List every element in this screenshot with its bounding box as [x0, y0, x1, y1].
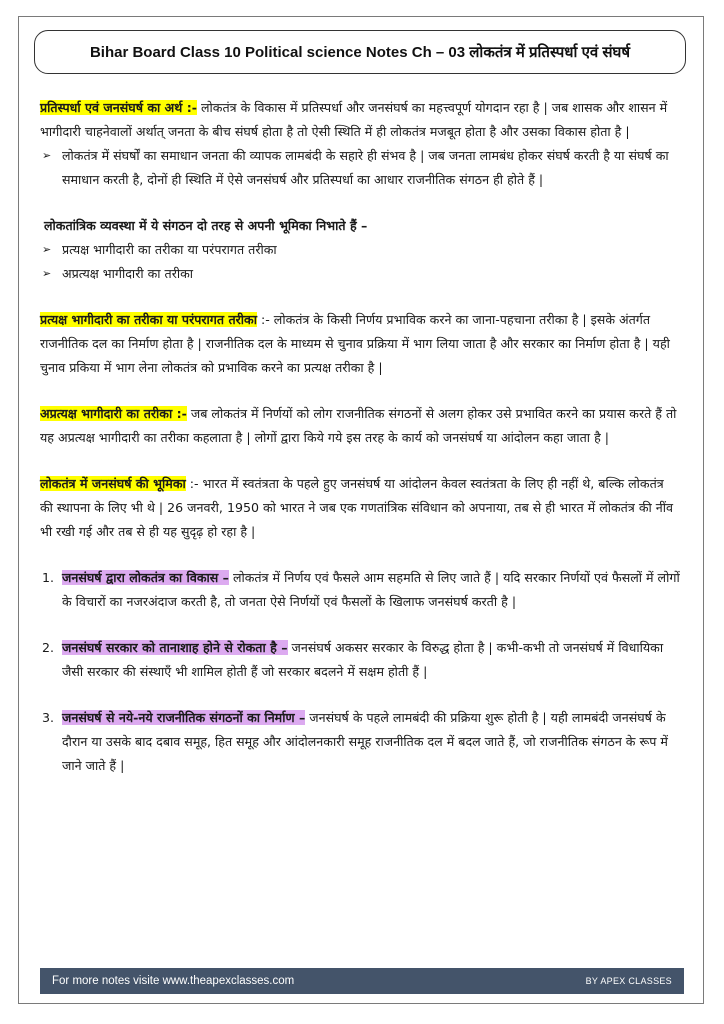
- section-indirect: [40, 402, 680, 450]
- list-item: [40, 144, 680, 192]
- list-item-text: अप्रत्यक्ष भागीदारी का तरीका: [62, 266, 194, 281]
- page-title: [34, 30, 686, 74]
- section-organisations: [40, 214, 680, 286]
- section-text: :- लोकतंत्र के किसी निर्णय प्रभाविक करने का जाना-पहचाना तरीका है | इसके अंतर्गत राजनीतिक दल का निर्माण होता है | राजनीतिक दल के माध्यम से चुनाव प्रक्रिया में भाग लिया जाता है और सरकार का निर्माण होता है | यही चुनाव प्रकिया में भाग लेना लोकतंत्र को प्रभाविक करने का प्रत्यक्ष तरीका है |: [40, 312, 670, 375]
- footer-credit: BY APEX CLASSES: [585, 976, 672, 986]
- arrow-bullet-icon: ➢: [42, 243, 52, 256]
- item-heading: जनसंघर्ष सरकार को तानाशाह होने से रोकता है –: [62, 640, 288, 655]
- item-text: जनसंघर्ष अकसर सरकार के विरुद्ध होता है | कभी-कभी तो जनसंघर्ष में विधायिका जैसी सरकार की संस्थाएँ भी शामिल होती हैं जो सरकार बदलने में सक्षम होती हैं |: [62, 640, 664, 679]
- bullet-list: [40, 144, 680, 192]
- section-heading: लोकतंत्र में जनसंघर्ष की भूमिका: [40, 476, 186, 491]
- paragraph: [62, 706, 680, 778]
- arrow-bullet-icon: ➢: [42, 267, 52, 280]
- item-heading: जनसंघर्ष द्वारा लोकतंत्र का विकास –: [62, 570, 229, 585]
- paragraph: [40, 308, 680, 380]
- section-text: जब लोकतंत्र में निर्णयों को लोग राजनीतिक संगठनों से अलग होकर उसे प्रभावित करने का प्रयास करते हैं तो यह अप्रत्यक्ष भागीदारी का तरीका कहलाता है | लोगों द्वारा किये गये इस तरह के कार्य को जनसंघर्ष या आंदोलन कहा जाता है |: [40, 406, 677, 445]
- item-number: 2.: [42, 640, 55, 655]
- section-heading: प्रतिस्पर्धा एवं जनसंघर्ष का अर्थ :-: [40, 100, 197, 115]
- item-text: लोकतंत्र में निर्णय एवं फैसले आम सहमति से लिए जाते हैं | यदि सरकार निर्णयों एवं फैसलों में लोगों के विचारों का नजरअंदाज करती है, तो जनता ऐसे निर्णयों एवं फैसलों के खिलाफ जनसंघर्ष करती है |: [62, 570, 680, 609]
- numbered-item: [40, 706, 680, 778]
- item-heading: जनसंघर्ष से नये-नये राजनीतिक संगठनों का निर्माण –: [62, 710, 306, 725]
- section-direct: [40, 308, 680, 380]
- section-text: :- भारत में स्वतंत्रता के पहले हुए जनसंघर्ष या आंदोलन केवल स्वतंत्रता के लिए ही नहीं थे, बल्कि लोकतंत्र की स्थापना के लिए भी थे | 26 जनवरी, 1950 को भारत ने जब एक गणतांत्रिक संविधान को अपनाया, तब से ही भारत में लोकतंत्र की नींव भी रखी गई और तब से ही यह सुदृढ़ हो रहा है |: [40, 476, 674, 539]
- item-number: 3.: [42, 710, 55, 725]
- page-title-text: Bihar Board Class 10 Political science Notes Ch – 03 लोकतंत्र में प्रतिस्पर्धा एवं संघर्ष: [89, 44, 631, 61]
- numbered-item: [40, 566, 680, 614]
- item-number: 1.: [42, 570, 55, 585]
- paragraph: [40, 96, 680, 144]
- paragraph: [62, 636, 680, 684]
- section-text: लोकतंत्र के विकास में प्रतिस्पर्धा और जनसंघर्ष का महत्त्वपूर्ण योगदान रहा है | जब शासक और शासन में भागीदारी चाहनेवालों अर्थात् जनता के बीच संघर्ष होता है तो ऐसी स्थिति में ही लोकतंत्र मजबूत होता है और उसका विकास होता है |: [40, 100, 668, 139]
- paragraph: [40, 472, 680, 544]
- paragraph: [62, 566, 680, 614]
- list-item: [40, 238, 680, 262]
- footer-bar: [40, 968, 684, 994]
- notes-content: [40, 96, 680, 800]
- list-item-text: प्रत्यक्ष भागीदारी का तरीका या परंपरागत तरीका: [62, 242, 277, 257]
- section-heading: अप्रत्यक्ष भागीदारी का तरीका :-: [40, 406, 187, 421]
- section-heading: प्रत्यक्ष भागीदारी का तरीका या परंपरागत तरीका: [40, 312, 257, 327]
- arrow-bullet-icon: ➢: [42, 149, 52, 162]
- section-role: [40, 472, 680, 544]
- numbered-item: [40, 636, 680, 684]
- list-item-text: लोकतंत्र में संघर्षों का समाधान जनता की व्यापक लामबंदी के सहारे ही संभव है | जब जनता लामबंध होकर संघर्ष करती है या संघर्ष का समाधान करती है, दोनों ही स्थिति में ऐसे जनसंघर्ष और प्रतिस्पर्धा का आधार राजनीतिक संगठन ही होते हैं |: [62, 148, 669, 187]
- footer-website-link[interactable]: For more notes visite www.theapexclasses.com: [52, 975, 295, 987]
- item-text: जनसंघर्ष के पहले लामबंदी की प्रक्रिया शुरू होती है | यही लामबंदी जनसंघर्ष के दौरान या उसके बाद दबाव समूह, हित समूह और आंदोलनकारी समूह राजनीतिक दल में बदल जाते हैं, जो राजनीतिक संगठन के रूप में जाने जाते हैं |: [62, 710, 668, 773]
- list-item: [40, 262, 680, 286]
- paragraph: [40, 402, 680, 450]
- section-meaning: [40, 96, 680, 192]
- bullet-list: [40, 238, 680, 286]
- section-subheading: लोकतांत्रिक व्यवस्था में ये संगठन दो तरह से अपनी भूमिका निभाते हैं –: [44, 218, 368, 233]
